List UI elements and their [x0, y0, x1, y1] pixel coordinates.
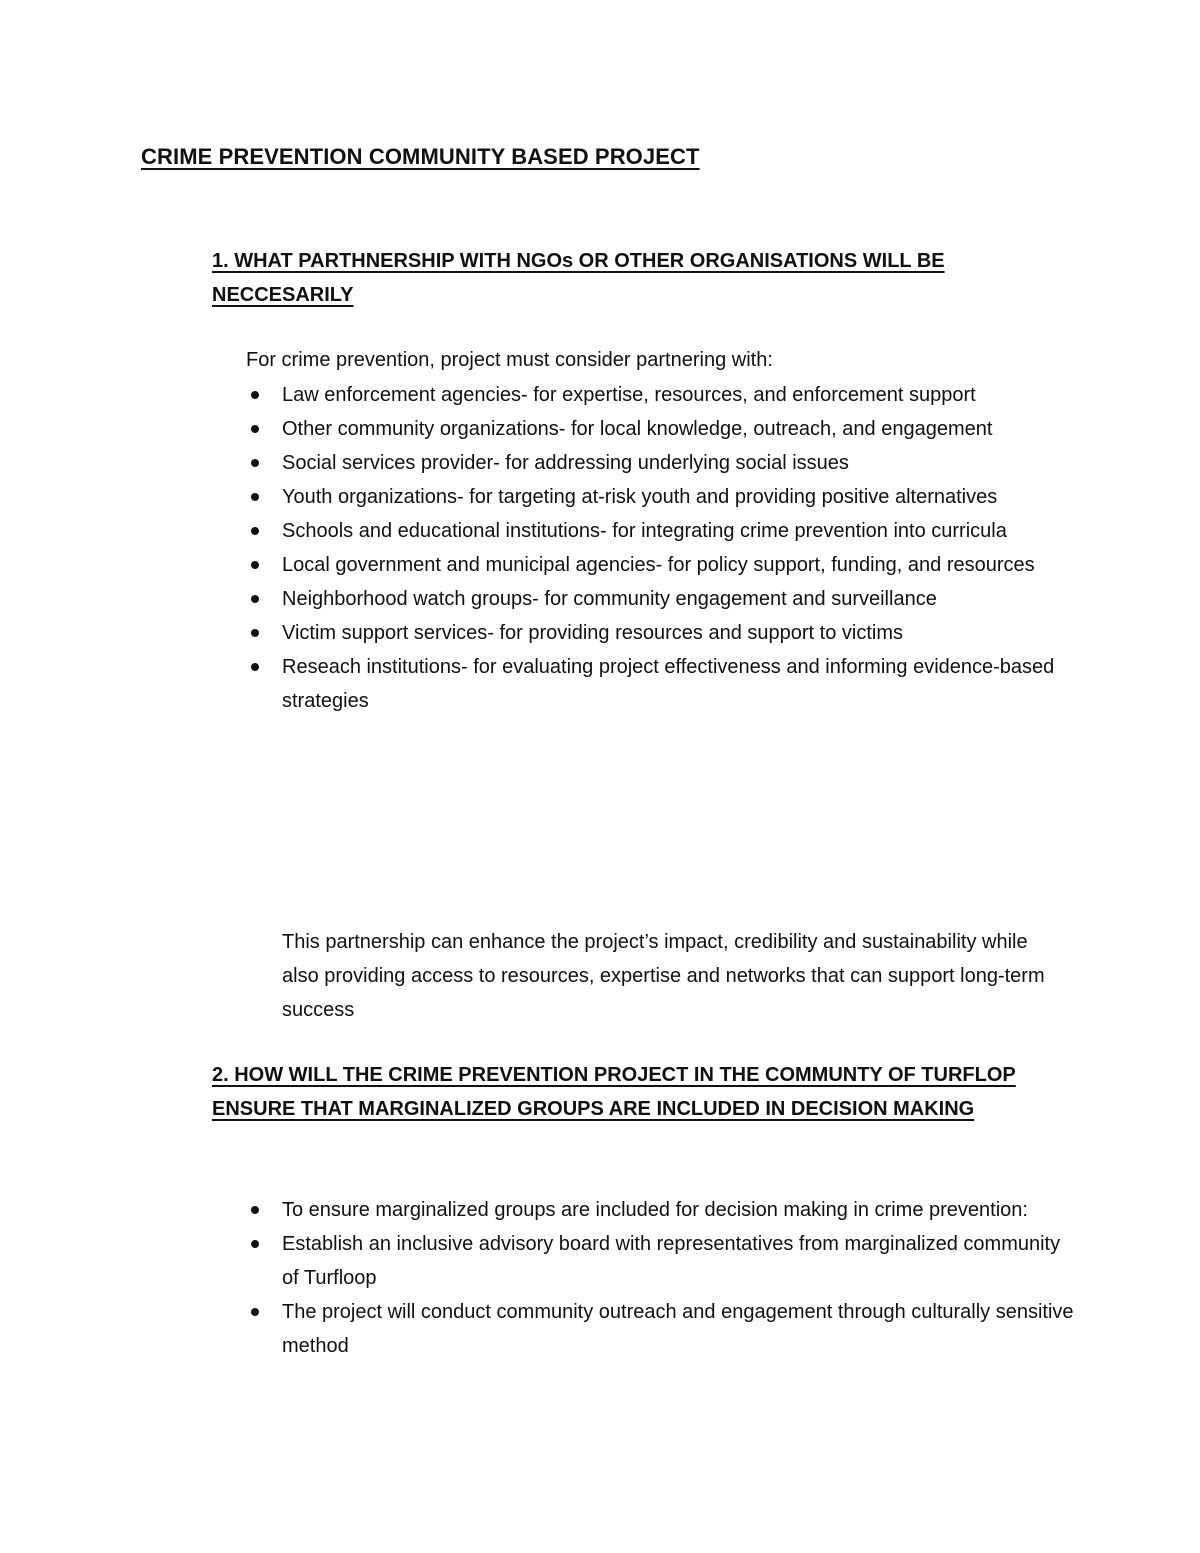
- bullet-icon: [251, 595, 259, 603]
- list-item-text: Victim support services- for providing resources and support to victims: [282, 622, 903, 644]
- list-item-text: Other community organizations- for local knowledge, outreach, and engagement: [282, 418, 993, 440]
- bullet-icon: [251, 425, 259, 433]
- bullet-icon: [251, 493, 259, 501]
- list-item: [244, 582, 1074, 616]
- list-item: [244, 412, 1074, 446]
- bullet-icon: [251, 663, 259, 671]
- section-2-inclusion-list: [244, 1193, 1074, 1363]
- bullet-icon: [251, 459, 259, 467]
- list-item-text: Local government and municipal agencies- for policy support, funding, and resources: [282, 554, 1035, 576]
- list-item: [244, 480, 1074, 514]
- list-item: [244, 616, 1074, 650]
- bullet-icon: [251, 561, 259, 569]
- bullet-icon: [251, 527, 259, 535]
- list-item-text: The project will conduct community outreach and engagement through culturally sensitive method: [282, 1301, 1074, 1357]
- list-item-text: To ensure marginalized groups are included for decision making in crime prevention:: [282, 1199, 1028, 1221]
- document-title: CRIME PREVENTION COMMUNITY BASED PROJECT: [141, 144, 700, 169]
- section-1-conclusion: This partnership can enhance the project’s impact, credibility and sustainability while also providing access to resources, expertise and networks that can support long-term success: [282, 931, 1045, 1021]
- list-item: [244, 650, 1074, 718]
- list-item-text: Establish an inclusive advisory board with representatives from marginalized community of Turfloop: [282, 1233, 1061, 1289]
- list-item-text: Schools and educational institutions- for integrating crime prevention into curricula: [282, 520, 1007, 542]
- section-1-heading: 1. WHAT PARTHNERSHIP WITH NGOs OR OTHER ORGANISATIONS WILL BE NECCESARILY: [212, 250, 945, 306]
- bullet-icon: [251, 1206, 259, 1214]
- list-item: [244, 378, 1074, 412]
- bullet-icon: [251, 391, 259, 399]
- bullet-icon: [251, 1240, 259, 1248]
- list-item: [244, 1193, 1074, 1227]
- list-item-text: Law enforcement agencies- for expertise, resources, and enforcement support: [282, 384, 976, 406]
- list-item: [244, 514, 1074, 548]
- list-item-text: Social services provider- for addressing underlying social issues: [282, 452, 849, 474]
- section-1-partner-list: [244, 378, 1074, 718]
- bullet-icon: [251, 629, 259, 637]
- list-item-text: Youth organizations- for targeting at-risk youth and providing positive alternatives: [282, 486, 998, 508]
- list-item: [244, 446, 1074, 480]
- section-1-intro: For crime prevention, project must consider partnering with:: [246, 349, 773, 371]
- bullet-icon: [251, 1308, 259, 1316]
- list-item: [244, 1227, 1074, 1295]
- list-item: [244, 548, 1074, 582]
- list-item: [244, 1295, 1074, 1363]
- list-item-text: Reseach institutions- for evaluating project effectiveness and informing evidence-based strategies: [282, 656, 1055, 712]
- list-item-text: Neighborhood watch groups- for community engagement and surveillance: [282, 588, 937, 610]
- section-2-heading: 2. HOW WILL THE CRIME PREVENTION PROJECT IN THE COMMUNTY OF TURFLOP ENSURE THAT MARGINALIZED GROUPS ARE INCLUDED IN DECISION MAKING: [212, 1064, 1016, 1120]
